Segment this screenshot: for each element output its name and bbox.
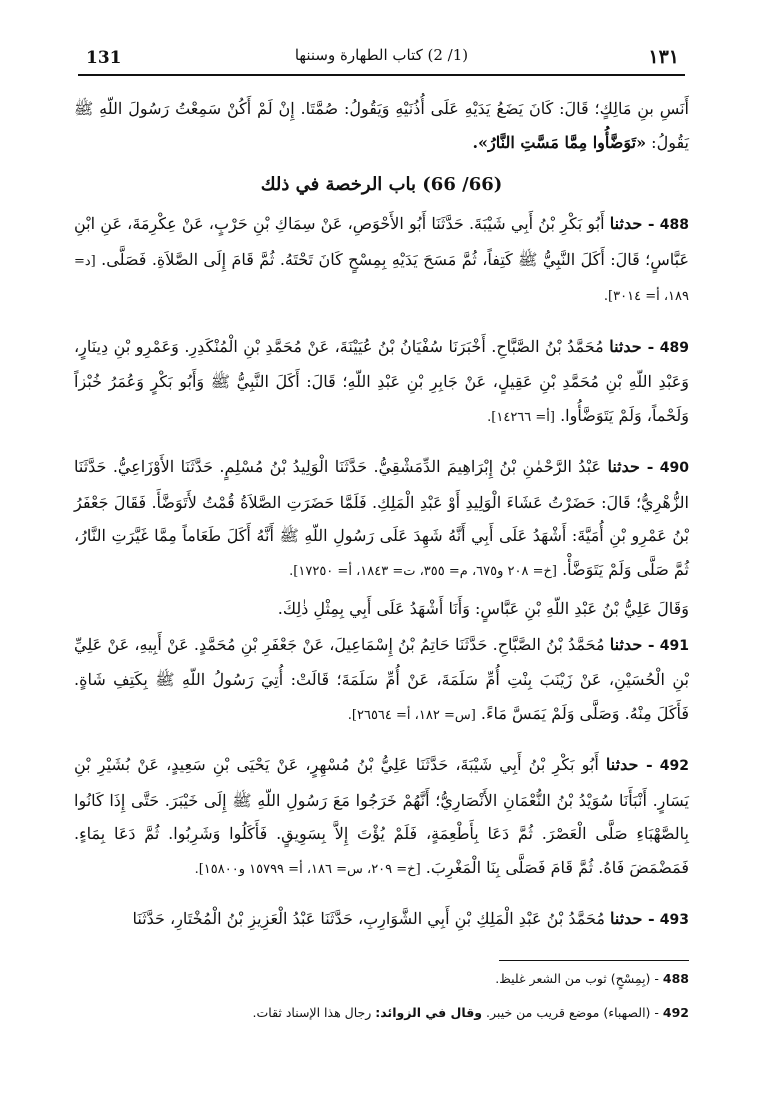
hadith-lead: - حدثنا [609,336,655,356]
hadith-reference: [د= ١٨٩، أ= ٣٠١٤]. [74,253,689,304]
hadith-reference: [خ= ٢٠٨ و٦٧٥، م= ٣٥٥، ت= ١٨٤٣، أ= ١٧٢٥٠]. [289,563,557,579]
hadith-lead: - حدثنا [609,214,655,233]
hadith-number: 489 [659,339,689,356]
footnote-488 [74,968,689,990]
hadith-493 [74,902,689,938]
opening-text: أَنَسِ بنِ مَالِكٍ؛ قَالَ: كَانَ يَضَعُ يَدَيْهِ عَلَى أُذُنَيْهِ وَيَقُولُ: صُمَّتَا. إِنْ لَمْ أَكُنْ سَمِعْتُ رَسُولَ اللّهِ ﷺ يَقُولُ: [74,99,689,152]
page-header [78,38,685,76]
hadith-lead: - حدثنا [610,909,655,928]
hadith-492 [74,748,689,886]
footnote-number: 488 [662,971,689,986]
hadith-text: أَبُو بَكْرِ بْنُ أَبِي شَيْبَةَ. حَدَّثَنَا أَبُو الأَحْوَصِ، عَنْ سِمَاكِ بْنِ حَرْبٍ، عَنْ عِكْرِمَةَ، عَنِ ابْنِ عَبَّاسٍ؛ قَالَ: أَكَلَ النَّبِيُّ ﷺ كَتِفاً، ثُمَّ مَسَحَ يَدَيْهِ بِمِسْحٍ كَانَ تَحْتَهُ. ثُمَّ قَامَ إِلَى الصَّلاَةِ. فَصَلَّى. [74,214,689,269]
hadith-number: 490 [659,460,689,476]
hadith-text: مُحَمَّدُ بْنُ الصَّبَّاحِ. أَخْبَرَنَا سُفْيَانُ بْنُ عُيَيْنَةَ، عَنْ مُحَمَّدِ بْنِ الْمُنْكَدِرِ. وَعَمْرِو بْنِ دِينَارٍ، وَعَبْدِ اللّهِ بْنِ مُحَمَّدِ بْنِ عَقِيلٍ، عَنْ جَابِرِ بْنِ عَبْدِ اللّهِ؛ قَالَ: أَكَلَ النَّبِيُّ ﷺ وَأَبُو بَكْرٍ وَعُمَرُ خُبْزاً وَلَحْماً، وَلَمْ يَتَوَضَّأُوا. [74,336,689,425]
hadith-number: 493 [659,912,689,928]
hadith-number: 491 [659,637,690,654]
running-title: (1/ 2) كتاب الطهارة وسننها [294,46,469,64]
hadith-491 [74,628,689,733]
footnote-text: - (الصهباء) موضع قريب من خيبر. [486,1005,659,1020]
main-text [74,92,689,954]
hadith-addendum: وَقَالَ عَلِيُّ بْنُ عَبْدِ اللّهِ بْنِ عَبَّاسٍ: وَأَنَا أَشْهَدُ عَلَى أَبِي بِمِثْلِ ذٰلِكَ. [277,599,689,618]
footnote-number: 492 [662,1005,689,1020]
footnote-bold-label: وقال في الزوائد: [375,1005,483,1020]
hadith-number: 488 [659,217,689,233]
hadith-text: مُحَمَّدُ بْنُ عَبْدِ الْمَلِكِ بْنِ أَبِي الشَّوَارِبِ، حَدَّثَنَا عَبْدُ الْعَزِيزِ بْنُ الْمُخْتَارِ، حَدَّثَنَا [132,909,605,928]
footnotes [74,968,689,1036]
hadith-490 [74,450,689,588]
footnote-divider [499,960,689,961]
hadith-488 [74,207,689,314]
footnote-492 [74,1002,689,1024]
hadith-lead: - حدثنا [605,755,653,774]
hadith-number: 492 [659,758,689,774]
page-number-latin: 131 [86,48,122,68]
hadith-reference: [س= ١٨٢، أ= ٢٦٥٦٤]. [347,707,476,723]
hadith-490-addendum [74,592,689,626]
page-number-arabic: ١٣١ [648,46,679,68]
chapter-title: (66/ 66) باب الرخصة في ذلك [260,174,503,195]
hadith-lead: - حدثنا [609,634,655,654]
hadith-text: مُحَمَّدُ بْنُ الصَّبَّاحِ. حَدَّثَنَا حَاتِمُ بْنُ إِسْمَاعِيلَ، عَنْ جَعْفَرِ بْنِ مُحَمَّدٍ. عَنْ أَبِيهِ، عَنْ عَلِيِّ بْنِ الْحُسَيْنِ، عَنْ زَيْنَبَ بِنْتِ أُمِّ سَلَمَةَ، عَنْ أُمِّ سَلَمَةَ؛ قَالَتْ: أُتِيَ رَسُولُ اللّهِ ﷺ بِكَتِفِ شَاةٍ. فَأَكَلَ مِنْهُ. وَصَلَّى وَلَمْ يَمَسَّ مَاءً. [74,634,689,723]
footnote-text: - (بِمِسْحٍ) ثوب من الشعر غليظ. [495,971,659,986]
hadith-text: أَبُو بَكْرِ بْنُ أَبِي شَيْبَةَ، حَدَّثَنَا عَلِيُّ بْنُ مُسْهِرٍ، عَنْ يَحْيَى بْنِ سَعِيدٍ، عَنْ بُشَيْرِ بْنِ يَسَارٍ. أَنْبَأَنَا سُوَيْدُ بْنُ النُّعْمَانِ الأَنْصَارِيُّ؛ أَنَّهُمْ خَرَجُوا مَعَ رَسُولِ اللّهِ ﷺ إِلَى خَيْبَرَ. حَتَّى إِذَا كَانُوا بِالصَّهْبَاءِ صَلَّى الْعَصْرَ. ثُمَّ دَعَا بِأَطْعِمَةٍ، فَلَمْ يُؤْتَ إِلاَّ بِسَوِيقٍ. فَأَكَلُوا وَشَرِبُوا. ثُمَّ دَعَا بِمَاءٍ. فَمَضْمَضَ فَاهُ. ثُمَّ قَامَ فَصَلَّى بِنَا الْمَغْرِبَ. [74,755,689,877]
hadith-lead: - حدثنا [607,457,654,476]
footnote-after: رجال هذا الإسناد ثقات. [252,1005,372,1020]
opening-paragraph [74,92,689,159]
hadith-reference: [أ= ١٤٢٦٦]. [487,409,555,425]
hadith-text: عَبْدُ الرَّحْمٰنِ بْنُ إِبْرَاهِيمَ الدِّمَشْقِيُّ. حَدَّثَنَا الْوَلِيدُ بْنُ مُسْلِمٍ. حَدَّثَنَا الأَوْزَاعِيُّ. حَدَّثَنَا الزُّهْرِيُّ؛ قَالَ: حَضَرْتُ عَشَاءَ الْوَلِيدِ أَوْ عَبْدِ الْمَلِكِ. فَلَمَّا حَضَرَتِ الصَّلاَةُ قُمْتُ لأَتَوَضَّأَ. فَقَالَ جَعْفَرُ بْنُ عَمْرِو بْنِ أُمَيَّةَ: أَشْهَدُ عَلَى أَبِي أَنَّهُ شَهِدَ عَلَى رَسُولِ اللّهِ ﷺ أَنَّهُ أَكَلَ طَعَاماً مِمَّا غَيَّرَتِ النَّارُ، ثُمَّ صَلَّى وَلَمْ يَتَوَضَّأْ. [74,457,689,579]
opening-quote: «تَوَضَّأُوا مِمَّا مَسَّتِ النَّارُ». [472,132,647,152]
hadith-489 [74,330,689,435]
hadith-reference: [خ= ٢٠٩، س= ١٨٦، أ= ١٥٧٩٩ و١٥٨٠٠]. [194,861,421,877]
